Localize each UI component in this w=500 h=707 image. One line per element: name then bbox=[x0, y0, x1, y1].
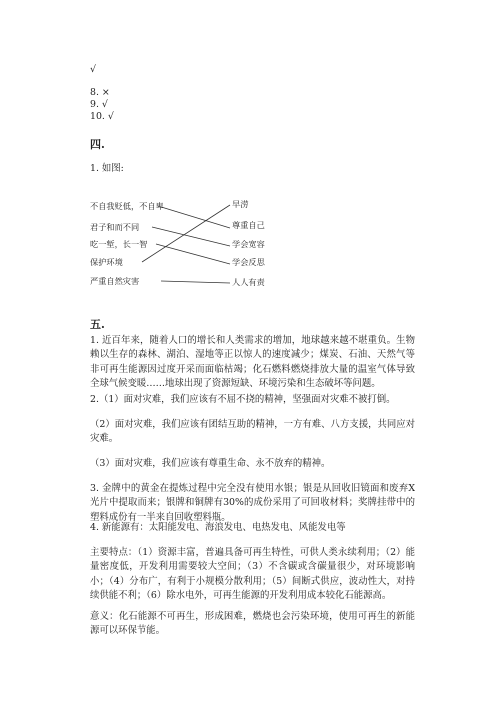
match-line-4 bbox=[142, 205, 230, 262]
left-item-3: 吃一堑，长一智 bbox=[90, 239, 148, 249]
answer-2-part-3: （3）面对灾难，我们应该有尊重生命、永不放弃的精神。 bbox=[90, 458, 331, 469]
right-item-4: 学会反思 bbox=[232, 257, 265, 267]
answer-item-8: 8. × bbox=[90, 87, 110, 98]
answer-2-part-2: （2）面对灾难，我们应该有团结互助的精神，一方有难、八方支援，共同应对灾难。 bbox=[90, 419, 415, 445]
answer-3-paragraph: 3. 金牌中的黄金在提炼过程中完全没有使用水银；银是从回收旧镜面和废弃X光片中提取而来；银牌和铜牌有30%的成份采用了可回收材料；奖牌挂带中的塑料成份有一半来自回收塑料瓶。 bbox=[90, 483, 415, 523]
match-line-3 bbox=[156, 244, 230, 264]
left-item-2: 君子和而不同 bbox=[90, 222, 140, 232]
right-item-2: 尊重自己 bbox=[232, 220, 265, 230]
answer-1-paragraph: 1. 近百年来，随着人口的增长和人类需求的增加，地球越来越不堪重负。生物赖以生存的森林、湖泊、湿地等正以惊人的速度减少；煤炭、石油、天然气等非可再生能源因过度开采而面临枯竭；化石燃料燃烧排放大量的温室气体导致全球气候变暖……地球出现了资源短缺、环境污染和生态破坏等问题。 bbox=[90, 335, 415, 390]
answer-item-9: 9. √ bbox=[90, 99, 108, 110]
answer-4-features: 主要特点：（1）资源丰富，普遍具备可再生特性，可供人类永续利用；（2）能量密度低，开发利用需要较大空间；（3）不含碳或含碳量很少，对环境影响小；（4）分布广，有利于小规模分散利用；（5）间断式供应，波动性大，对持续供能不利；（6）除水电外，可再生能源的开发利用成本较化石能源高。 bbox=[90, 547, 415, 602]
section-5-heading: 五. bbox=[90, 318, 105, 331]
answer-item-10: 10. √ bbox=[90, 111, 114, 122]
right-item-5: 人人有责 bbox=[232, 277, 265, 287]
right-item-1: 早涝 bbox=[232, 199, 249, 209]
answer-item-top: √ bbox=[90, 64, 96, 75]
left-item-5: 严重自然灾害 bbox=[90, 276, 140, 286]
answer-4-significance: 意义：化石能源不可再生，形成困难，燃烧也会污染环境，使用可再生的新能源可以环保节能。 bbox=[90, 611, 415, 637]
section-4-heading: 四. bbox=[90, 138, 105, 151]
right-item-3: 学会宽容 bbox=[232, 239, 265, 249]
match-line-1 bbox=[158, 206, 230, 228]
left-item-4: 保护环境 bbox=[90, 257, 123, 267]
answer-2-part-1: 2.（1）面对灾难，我们应该有不屈不挠的精神，坚强面对灾难不被打倒。 bbox=[90, 394, 396, 405]
left-item-1: 不自我贬低，不自卑 bbox=[90, 201, 164, 211]
answer-4-intro: 4. 新能源有：太阳能发电、海浪发电、电热发电、风能发电等 bbox=[90, 522, 346, 533]
question-1-label: 1. 如图: bbox=[90, 163, 124, 174]
match-line-5 bbox=[161, 281, 230, 283]
